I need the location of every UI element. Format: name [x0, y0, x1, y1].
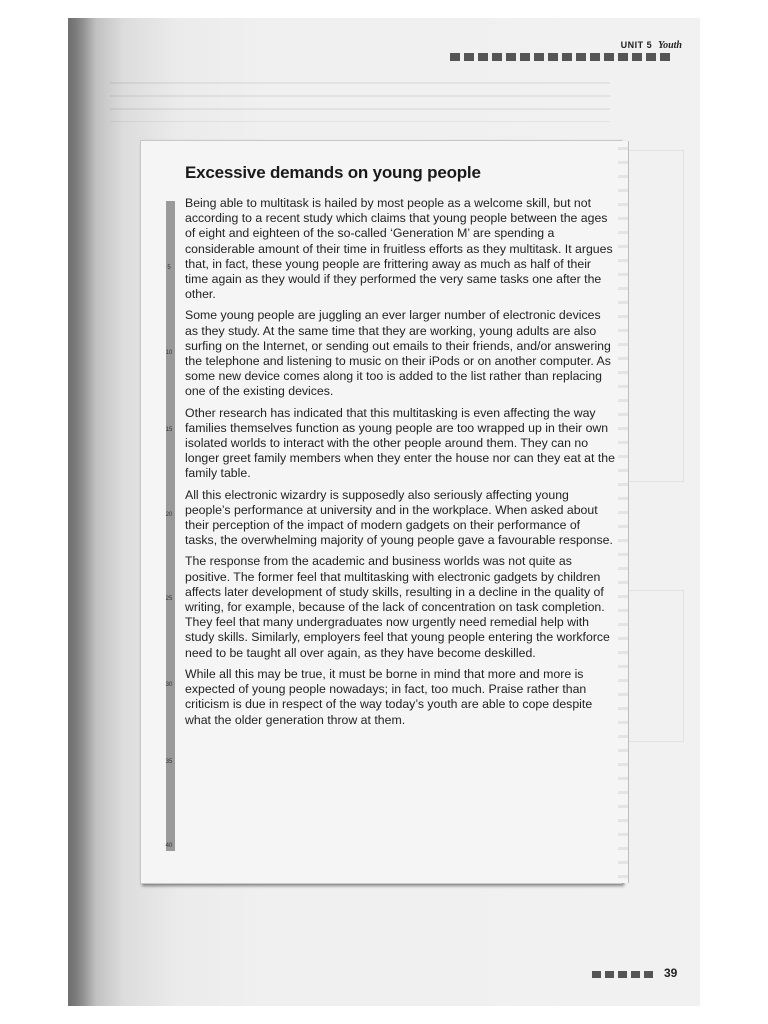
unit-label: UNIT 5 — [620, 40, 653, 50]
header-decorative-squares — [450, 53, 684, 61]
article-title: Excessive demands on young people — [185, 163, 481, 182]
line-number: 5 — [167, 265, 171, 271]
line-number: 25 — [165, 596, 173, 602]
torn-paper-edge — [618, 141, 629, 883]
bleed-through-box — [628, 590, 684, 742]
book-gutter-shadow — [68, 18, 96, 1006]
line-number: 10 — [165, 350, 173, 356]
article-paragraph: Other research has indicated that this multitasking is even affecting the way families themselves function as young people are too wrapped up in their own isolated worlds to interact with the other people around them. They can no longer greet family members when they enter the house nor can they eat at the family table. — [185, 405, 615, 481]
line-number-bar — [166, 201, 175, 851]
line-number: 20 — [165, 512, 173, 518]
section-label: Youth — [658, 40, 682, 51]
line-number: 15 — [165, 427, 173, 433]
footer-decorative-squares — [592, 971, 653, 978]
line-number: 35 — [165, 759, 173, 765]
article-paragraph: While all this may be true, it must be borne in mind that more and more is expected of young people nowadays; in fact, too much. Praise rather than criticism is due in respect of the way today’s youth are able to cope despite what the older generation throw at them. — [185, 666, 593, 727]
article-paragraph: Being able to multitask is hailed by most people as a welcome skill, but not according to a recent study which claims that young people between the ages of eight and eighteen of the so-called ‘Generation M’ are spending a considerable amount of their time in fruitless efforts as they multitask. It argues that, in fact, these young people are frittering away as much as half of their time again as they would if they performed the very same tasks one after the other. — [185, 196, 613, 302]
line-number: 40 — [165, 843, 173, 849]
page-number: 39 — [664, 966, 678, 980]
article-paragraph: The response from the academic and business worlds was not quite as positive. The former feel that multitasking with electronic gadgets by children affects later development of study skills, resulting in a decline in the quality of writing, for example, because of the lack of concentration on task completion. They feel that many undergraduates now urgently need remedial help with study skills. Similarly, employers feel that young people entering the workforce need to be taught all over again, as they have become deskilled. — [185, 554, 610, 660]
line-number: 30 — [165, 682, 173, 688]
article-body — [185, 196, 615, 734]
bleed-through-box — [628, 150, 684, 482]
bleed-through-text — [110, 82, 610, 122]
article-card — [140, 140, 622, 884]
article-paragraph: Some young people are juggling an ever larger number of electronic devices as they study. At the same time that they are working, young adults are also surfing on the Internet, or sending out emails to their friends, and/or answering the telephone and listening to music on their iPods or on another computer. As some new device comes along it too is added to the list rather than replacing one of the existing devices. — [185, 308, 611, 399]
article-paragraph: All this electronic wizardry is supposedly also seriously affecting young people’s performance at university and in the workplace. When asked about their perception of the impact of modern gadgets on their performance of tasks, the overwhelming majority of young people gave a favourable response. — [185, 487, 613, 548]
running-header — [621, 40, 682, 51]
